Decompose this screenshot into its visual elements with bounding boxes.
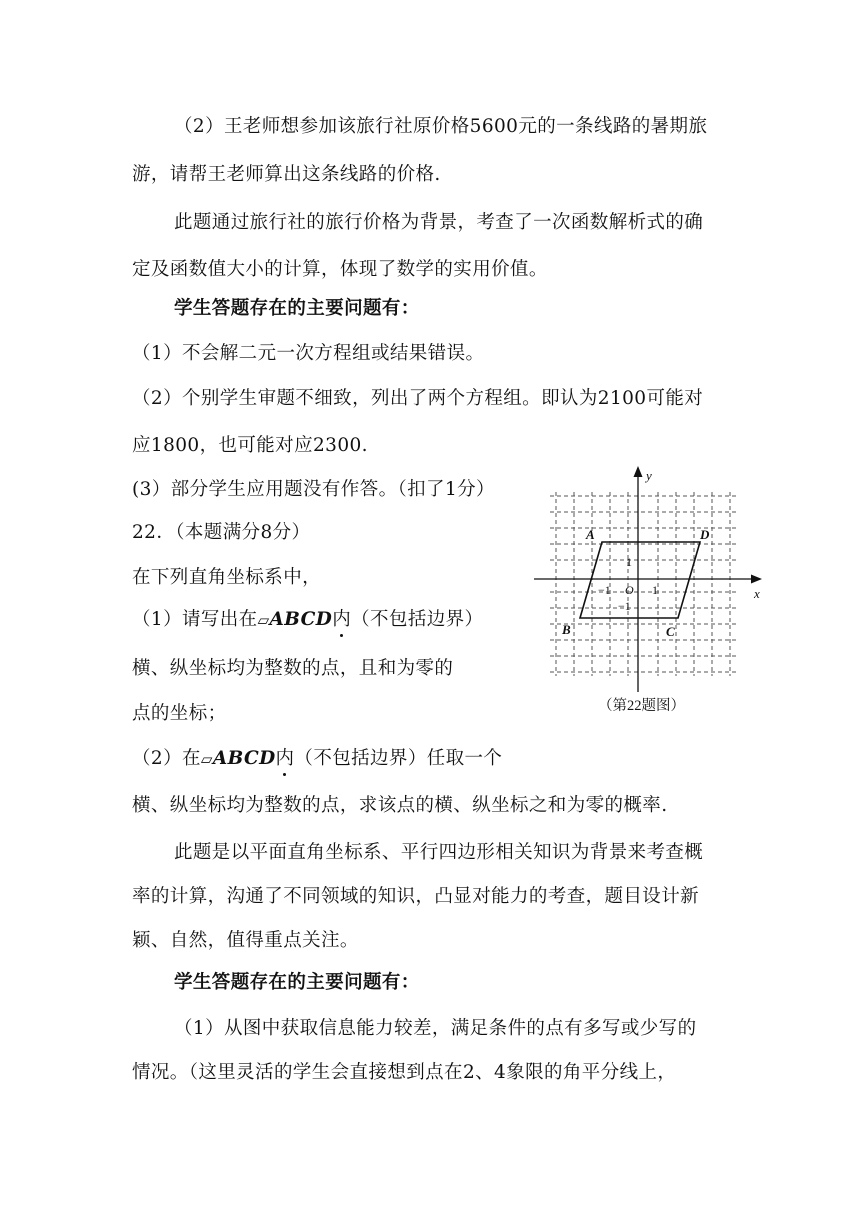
text-line: 22．（本题满分8分） [132,522,311,543]
axis-label-x: x [754,586,760,601]
text-line: 定及函数值大小的计算，体现了数学的实用价值。 [132,259,548,280]
vertex-label-b: B [562,622,571,637]
tick-label-y-neg: −1 [618,599,631,613]
issues-heading: 学生答题存在的主要问题有： [174,972,420,993]
question-22-part-1-line-2: 横、纵坐标均为整数的点，且和为零的 [132,658,454,679]
analysis-paragraph-line-1: 此题是以平面直角坐标系、平行四边形相关知识为背景来考查概 [174,842,704,863]
origin-label: O [625,583,634,597]
text-line: 游，请帮王老师算出这条线路的价格. [132,164,441,185]
parallelogram-symbol: ▱ [200,750,213,768]
y-axis-arrow [634,466,643,477]
grid-lines [550,492,736,676]
question-22-part-2: （2）在▱ABCD内（不包括边界）任取一个 [132,748,503,769]
figure-caption: （第22题图） [598,698,685,714]
vertex-label-d: D [700,527,710,542]
question-22-part-1: （1）请写出在▱ABCD内（不包括边界） [132,609,484,630]
parallelogram-symbol: ▱ [257,611,270,629]
text-line: 应1800，也可能对应2300. [132,435,368,456]
tick-label-y-pos: 1 [626,555,632,569]
question-22-part-2-line-2: 横、纵坐标均为整数的点，求该点的横、纵坐标之和为零的概率. [132,795,668,816]
issue-line-2: 情况。（这里灵活的学生会直接想到点在2、4象限的角平分线上， [132,1062,677,1083]
axis-label-y: y [646,468,652,483]
vertex-label-c: C [666,624,675,639]
question-22-part-1-line-3: 点的坐标； [132,703,227,724]
text-line: （2）个别学生审题不细致，列出了两个方程组。即认为2100可能对 [132,388,704,409]
x-axis-arrow [751,575,762,584]
text-line: （2）王老师想参加该旅行社原价格5600元的一条线路的暑期旅 [174,116,708,137]
text-line: 此题通过旅行社的旅行价格为背景，考查了一次函数解析式的确 [174,212,704,233]
coordinate-figure [528,464,768,714]
analysis-paragraph-line-2: 率的计算，沟通了不同领域的知识，凸显对能力的考查，题目设计新 [132,886,700,907]
issue-line-1: （1）从图中获取信息能力较差，满足条件的点有多写或少写的 [174,1018,697,1039]
text-line: （1）不会解二元一次方程组或结果错误。 [132,343,485,364]
text-line: (3）部分学生应用题没有作答。（扣了1分） [132,479,495,500]
vertex-label-a: A [586,527,595,542]
tick-label-x-neg: −1 [598,583,611,597]
text-line: 在下列直角坐标系中， [132,567,322,588]
tick-label-x-pos: 1 [652,583,658,597]
parallelogram-abcd [580,542,700,618]
analysis-paragraph-line-3: 颖、自然，值得重点关注。 [132,930,359,951]
text-line: 学生答题存在的主要问题有： [174,298,420,319]
axes [534,470,756,692]
